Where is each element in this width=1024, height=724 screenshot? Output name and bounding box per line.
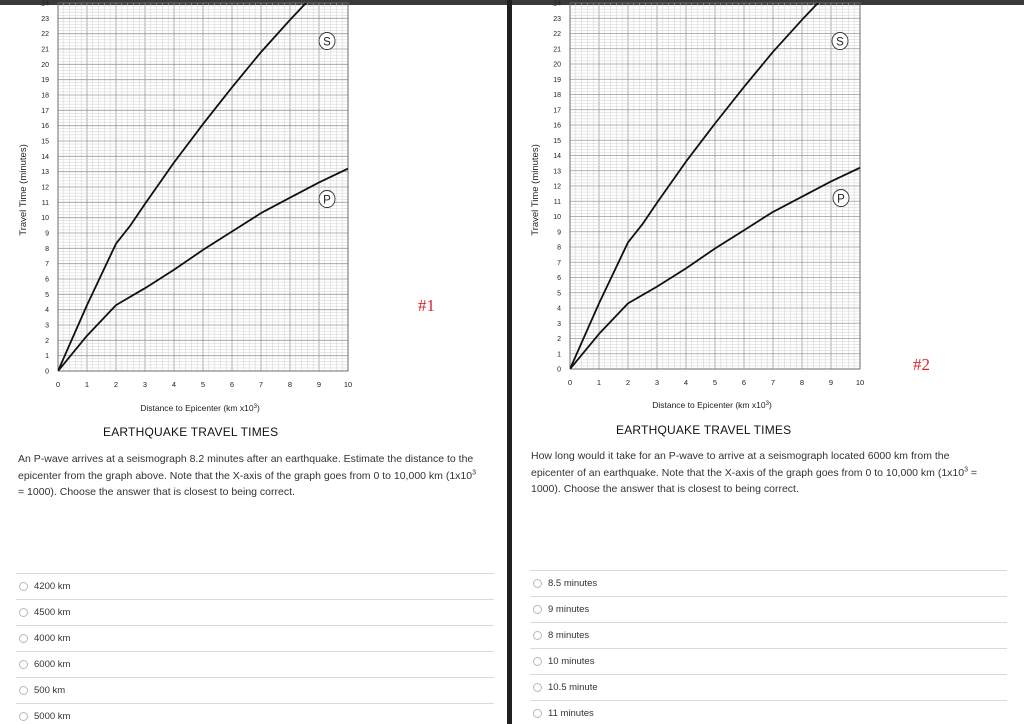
question-line: 1000). Choose the answer that is closest to being correct. <box>531 483 799 495</box>
answer-option[interactable] <box>530 623 1007 649</box>
y-tick-label: 8 <box>45 245 49 253</box>
y-tick-label: 1 <box>557 351 561 359</box>
y-tick-label: 10 <box>41 215 49 223</box>
p-curve-marker <box>833 190 849 207</box>
answer-option[interactable] <box>530 675 1007 701</box>
x-tick-label: 10 <box>855 378 865 387</box>
x-tick-label: 9 <box>316 380 322 389</box>
answer-option[interactable] <box>530 649 1007 675</box>
s-curve-label: S <box>836 36 844 49</box>
answer-list <box>16 573 494 724</box>
radio-button[interactable] <box>533 683 542 692</box>
y-tick-label: 21 <box>553 46 561 54</box>
y-tick-label: 13 <box>553 168 561 176</box>
answer-label: 4500 km <box>34 607 71 618</box>
y-tick-label: 16 <box>553 122 561 130</box>
y-tick-label: 6 <box>557 275 561 282</box>
travel-time-chart-1 <box>0 0 507 420</box>
y-tick-label: 14 <box>553 153 561 160</box>
y-tick-label: 2 <box>557 336 561 343</box>
y-tick-label: 21 <box>41 46 49 54</box>
x-tick-label: 4 <box>683 378 689 387</box>
y-tick-label: 20 <box>553 61 561 69</box>
answer-label: 8 minutes <box>548 630 590 641</box>
y-tick-label: 7 <box>557 259 561 267</box>
question-panel-2 <box>512 0 1024 724</box>
x-tick-label: 0 <box>567 378 573 387</box>
y-tick-label: 16 <box>41 123 49 131</box>
y-tick-label: 4 <box>557 305 561 313</box>
y-tick-label: 8 <box>557 244 561 252</box>
x-tick-label: 5 <box>712 378 718 387</box>
answer-label: 9 minutes <box>548 604 590 615</box>
answer-option[interactable] <box>16 626 494 652</box>
y-axis-label: Travel Time (minutes) <box>18 144 29 236</box>
y-tick-label: 11 <box>41 199 49 207</box>
answer-label: 11 minutes <box>548 708 594 719</box>
answer-list <box>530 570 1007 724</box>
x-tick-label: 4 <box>171 380 177 389</box>
radio-button[interactable] <box>533 631 542 640</box>
x-tick-label: 8 <box>799 378 805 387</box>
y-tick-label: 7 <box>45 261 49 269</box>
answer-option[interactable] <box>16 678 494 704</box>
answer-label: 4200 km <box>34 581 71 592</box>
y-tick-label: 1 <box>45 353 49 361</box>
y-tick-label: 3 <box>45 322 49 330</box>
x-tick-label: 9 <box>828 378 834 387</box>
chart-title: EARTHQUAKE TRAVEL TIMES <box>103 425 279 439</box>
question-number-marker: #1 <box>418 296 435 315</box>
y-tick-label: 13 <box>41 169 49 177</box>
question-line: An P-wave arrives at a seismograph 8.2 minutes after an earthquake. Estimate the distance to the <box>18 453 474 465</box>
y-axis-label: Travel Time (minutes) <box>530 144 541 236</box>
y-tick-label: 17 <box>41 107 49 115</box>
y-tick-label: 22 <box>553 31 561 38</box>
s-curve-marker <box>319 33 335 50</box>
x-tick-label: 3 <box>654 378 660 387</box>
x-tick-label: 3 <box>142 380 148 389</box>
x-tick-label: 2 <box>113 380 119 389</box>
radio-button[interactable] <box>19 608 28 617</box>
x-tick-label: 8 <box>287 380 293 389</box>
radio-button[interactable] <box>533 709 542 718</box>
answer-option[interactable] <box>530 597 1007 623</box>
x-tick-label: 6 <box>229 380 235 389</box>
answer-label: 8.5 minutes <box>548 578 598 589</box>
x-tick-label: 5 <box>200 380 206 389</box>
y-tick-label: 12 <box>41 184 49 192</box>
x-tick-label: 10 <box>343 380 353 389</box>
y-tick-label: 9 <box>45 230 49 238</box>
answer-option[interactable] <box>16 574 494 600</box>
y-tick-label: 19 <box>41 77 49 85</box>
answer-option[interactable] <box>16 704 494 724</box>
answer-option[interactable] <box>16 652 494 678</box>
question-number-marker: #2 <box>913 355 930 374</box>
answer-option[interactable] <box>530 701 1007 724</box>
radio-button[interactable] <box>533 579 542 588</box>
y-tick-label: 6 <box>45 276 49 284</box>
radio-button[interactable] <box>19 660 28 669</box>
y-tick-label: 14 <box>41 153 49 161</box>
s-curve-marker <box>832 33 848 50</box>
answer-label: 6000 km <box>34 659 71 670</box>
y-tick-label: 0 <box>557 366 561 374</box>
answer-label: 500 km <box>34 685 66 696</box>
s-curve-label: S <box>323 36 331 49</box>
radio-button[interactable] <box>19 686 28 695</box>
y-tick-label: 17 <box>553 107 561 115</box>
y-tick-label: 4 <box>45 307 49 315</box>
y-tick-label: 18 <box>553 92 561 99</box>
question-text <box>531 448 1019 498</box>
x-tick-label: 1 <box>84 380 90 389</box>
p-curve-label: P <box>323 194 331 207</box>
p-curve-label: P <box>837 193 845 206</box>
y-tick-label: 5 <box>557 290 561 298</box>
y-tick-label: 24 <box>553 0 561 8</box>
chart-title: EARTHQUAKE TRAVEL TIMES <box>616 423 792 437</box>
x-tick-label: 1 <box>596 378 602 387</box>
answer-label: 10 minutes <box>548 656 595 667</box>
p-curve-marker <box>319 191 335 208</box>
question-text <box>18 451 503 501</box>
y-tick-label: 23 <box>553 15 561 23</box>
x-axis-label: Distance to Epicenter (km $x10^3$) <box>652 400 772 410</box>
question-line: epicenter from the graph above. Note that the X-axis of the graph goes from 0 to 10,000 km ($1x10^3$ <box>18 469 477 482</box>
y-tick-label: 18 <box>41 92 49 100</box>
y-tick-label: 12 <box>553 183 561 191</box>
x-tick-label: 7 <box>258 380 264 389</box>
answer-option[interactable] <box>16 600 494 626</box>
x-tick-label: 6 <box>741 378 747 387</box>
question-line: How long would it take for an P-wave to arrive at a seismograph located 6000 km from the <box>531 450 950 462</box>
y-tick-label: 23 <box>41 15 49 23</box>
radio-button[interactable] <box>19 712 28 721</box>
y-tick-label: 24 <box>41 0 49 8</box>
radio-button[interactable] <box>533 657 542 666</box>
x-tick-label: 0 <box>55 380 61 389</box>
y-tick-label: 2 <box>45 337 49 345</box>
x-tick-label: 2 <box>625 378 631 387</box>
y-tick-label: 10 <box>553 214 561 221</box>
y-tick-label: 3 <box>557 320 561 328</box>
answer-label: 10.5 minute <box>548 682 598 693</box>
y-tick-label: 15 <box>553 137 561 145</box>
answer-label: 5000 km <box>34 711 71 722</box>
y-tick-label: 0 <box>45 368 49 376</box>
travel-time-chart-2 <box>512 0 1024 420</box>
x-axis-label: Distance to Epicenter (km $x10^3$) <box>140 403 260 413</box>
y-tick-label: 19 <box>553 76 561 84</box>
radio-button[interactable] <box>19 634 28 643</box>
question-panel-1 <box>0 0 507 724</box>
y-tick-label: 5 <box>45 291 49 299</box>
radio-button[interactable] <box>533 605 542 614</box>
y-tick-label: 20 <box>41 61 49 69</box>
y-tick-label: 22 <box>41 31 49 39</box>
y-tick-label: 15 <box>41 138 49 146</box>
question-line: = 1000). Choose the answer that is closest to being correct. <box>18 486 295 498</box>
y-tick-label: 11 <box>553 198 561 206</box>
x-tick-label: 7 <box>770 378 776 387</box>
answer-label: 4000 km <box>34 633 71 644</box>
question-line: epicenter of an earthquake. Note that the X-axis of the graph goes from 0 to 10,000 km ($1x10^3$ = <box>531 466 978 479</box>
y-tick-label: 9 <box>557 229 561 237</box>
answer-option[interactable] <box>530 571 1007 597</box>
radio-button[interactable] <box>19 582 28 591</box>
